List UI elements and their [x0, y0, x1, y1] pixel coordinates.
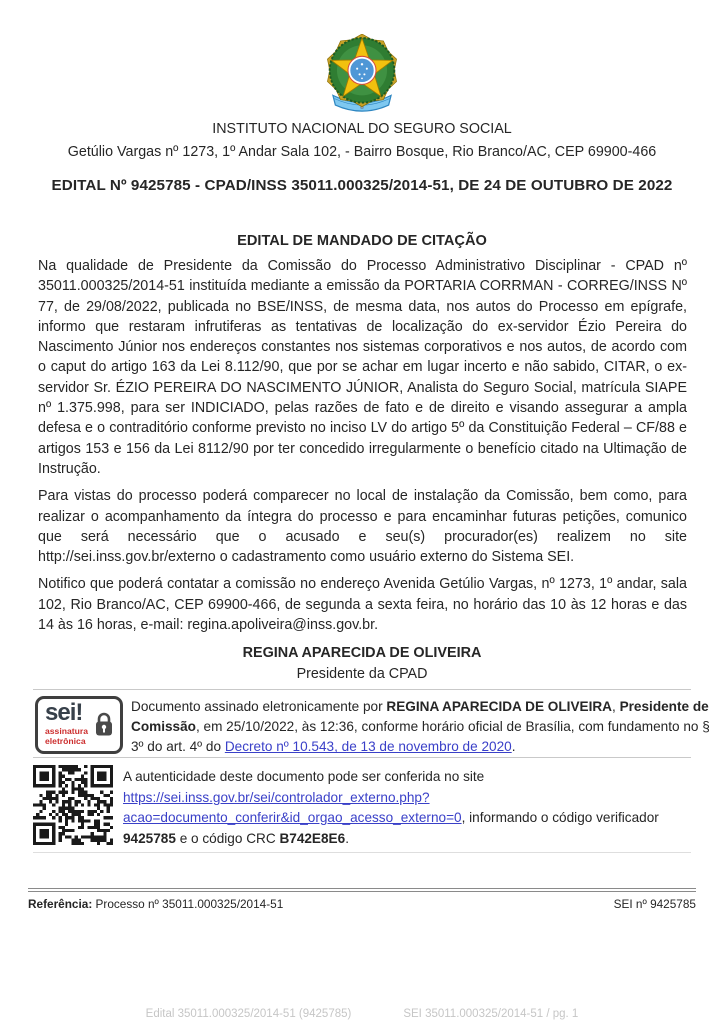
paragraph-2: Para vistas do processo poderá comparecer no local de instalação da Comissão, bem como, para realizar o acompanhamento da íntegra do processo e para encaminhar futuras petições, comunico que será necessário que o acusado e seu(s) procurador(es) realizem no site http://sei.inss.gov.br/externo o cadastramento como usuário externo do Sistema SEI.	[38, 488, 687, 566]
reference-value: Processo nº 35011.000325/2014-51	[92, 897, 284, 911]
separator-line	[33, 689, 691, 690]
document-heading: EDITAL DE MANDADO DE CITAÇÃO	[237, 233, 487, 249]
signer-name: REGINA APARECIDA DE OLIVEIRA	[242, 645, 482, 661]
qr-code	[33, 765, 113, 845]
edital-title: EDITAL Nº 9425785 - CPAD/INSS 35011.000325/2014-51, DE 24 DE OUTUBRO DE 2022	[51, 177, 673, 194]
text-run: .	[511, 739, 516, 755]
sei-logo-subtext-1: assinatura	[45, 726, 88, 736]
reference-text	[28, 897, 283, 911]
text-run: B742E8E6	[279, 830, 346, 846]
padlock-icon	[93, 711, 115, 738]
text-run: , informando o código verificador	[461, 810, 659, 826]
sei-logo	[35, 696, 123, 754]
paragraph-3: Notifico que poderá contatar a comissão no endereço Avenida Getúlio Vargas, nº 1273, 1º andar, sala 102, Rio Branco/AC, CEP 69900-466, de segunda a sexta feira, no horário das 10 às 12 horas e das 14 às 16 horas, e-mail: regina.apoliveira@inss.gov.br.	[38, 576, 687, 634]
document-body	[38, 256, 687, 642]
signer-role: Presidente da CPAD	[296, 666, 428, 682]
page-id-left: Edital 35011.000325/2014-51 (9425785)	[145, 1008, 352, 1020]
sei-number: SEI nº 9425785	[613, 897, 696, 911]
text-run: e o código CRC	[175, 830, 280, 846]
page-id-footer	[0, 1008, 724, 1020]
verification-link[interactable]: https://sei.inss.gov.br/sei/controlador_externo.php?	[123, 789, 430, 805]
text-run: , em 25/10/2022, às 12:36, conforme horário oficial de Brasília, com fundamento no § 3º do art. 4º do	[131, 719, 710, 755]
separator-line	[33, 757, 691, 758]
text-run: Documento assinado eletronicamente por	[131, 699, 387, 714]
separator-line-light	[33, 852, 691, 853]
text-run: ,	[612, 699, 620, 714]
verification-statement	[123, 767, 703, 849]
org-address: Getúlio Vargas nº 1273, 1º Andar Sala 102, - Bairro Bosque, Rio Branco/AC, CEP 69900-466	[67, 144, 657, 160]
text-run: A autenticidade deste documento pode ser conferida no site	[123, 769, 485, 784]
footer-reference-row	[28, 897, 696, 911]
brazil-coat-of-arms-icon	[321, 34, 403, 118]
text-run: 9425785	[123, 830, 176, 846]
paragraph-1: Na qualidade de Presidente da Comissão do Processo Administrativo Disciplinar - CPAD nº 35011.000325/2014-51 instituída mediante a emissão da PORTARIA CORRMAN - CORREG/INSS Nº 77, de 29/08/2022, publicada no BSE/INSS, de mesma data, nos autos do Processo em epígrafe, informo que restaram infrutiferas as tentativas de localização do ex-servidor Ézio Pereira do Nascimento Júnior nos endereços constantes nos sistemas corporativos e nos autos, de acordo com o caput do artigo 163 da Lei 8.112/90, que por se achar em lugar incerto e não sabido, CITAR, o ex-servidor Sr. ÉZIO PEREIRA DO NASCIMENTO JÚNIOR, Analista do Seguro Social, matrícula SIAPE nº 1.375.998, para ser INDICIADO, pelas razões de fato e de direito e visando assegurar a ampla defesa e o contraditório conforme previsto no inciso LV do artigo 5º da Constituição Federal – CF/88 e artigos 153 e 156 da Lei 8112/90 por ter concedido irregularmente o benefício citado na Ultimação de Instrução.	[38, 258, 687, 477]
sei-signature-section	[35, 696, 711, 758]
text-run: Presidente de Comissão	[131, 699, 709, 735]
document-header	[0, 34, 724, 123]
reference-label: Referência:	[28, 897, 93, 911]
sei-logo-subtext-2: eletrônica	[45, 736, 86, 746]
text-run: REGINA APARECIDA DE OLIVEIRA	[386, 699, 612, 714]
signature-statement	[131, 697, 711, 758]
org-name: INSTITUTO NACIONAL DO SEGURO SOCIAL	[212, 121, 512, 137]
sei-logo-text: sei!	[45, 699, 83, 726]
page-id-right: SEI 35011.000325/2014-51 / pg. 1	[403, 1008, 579, 1020]
verification-link[interactable]: acao=documento_conferir&id_orgao_acesso_externo=0	[123, 810, 462, 826]
verification-section	[33, 765, 703, 849]
decree-link[interactable]: Decreto nº 10.543, de 13 de novembro de 2020	[224, 739, 512, 755]
footer-double-line	[28, 888, 696, 892]
signature-block	[0, 643, 724, 685]
text-run: .	[345, 830, 349, 846]
